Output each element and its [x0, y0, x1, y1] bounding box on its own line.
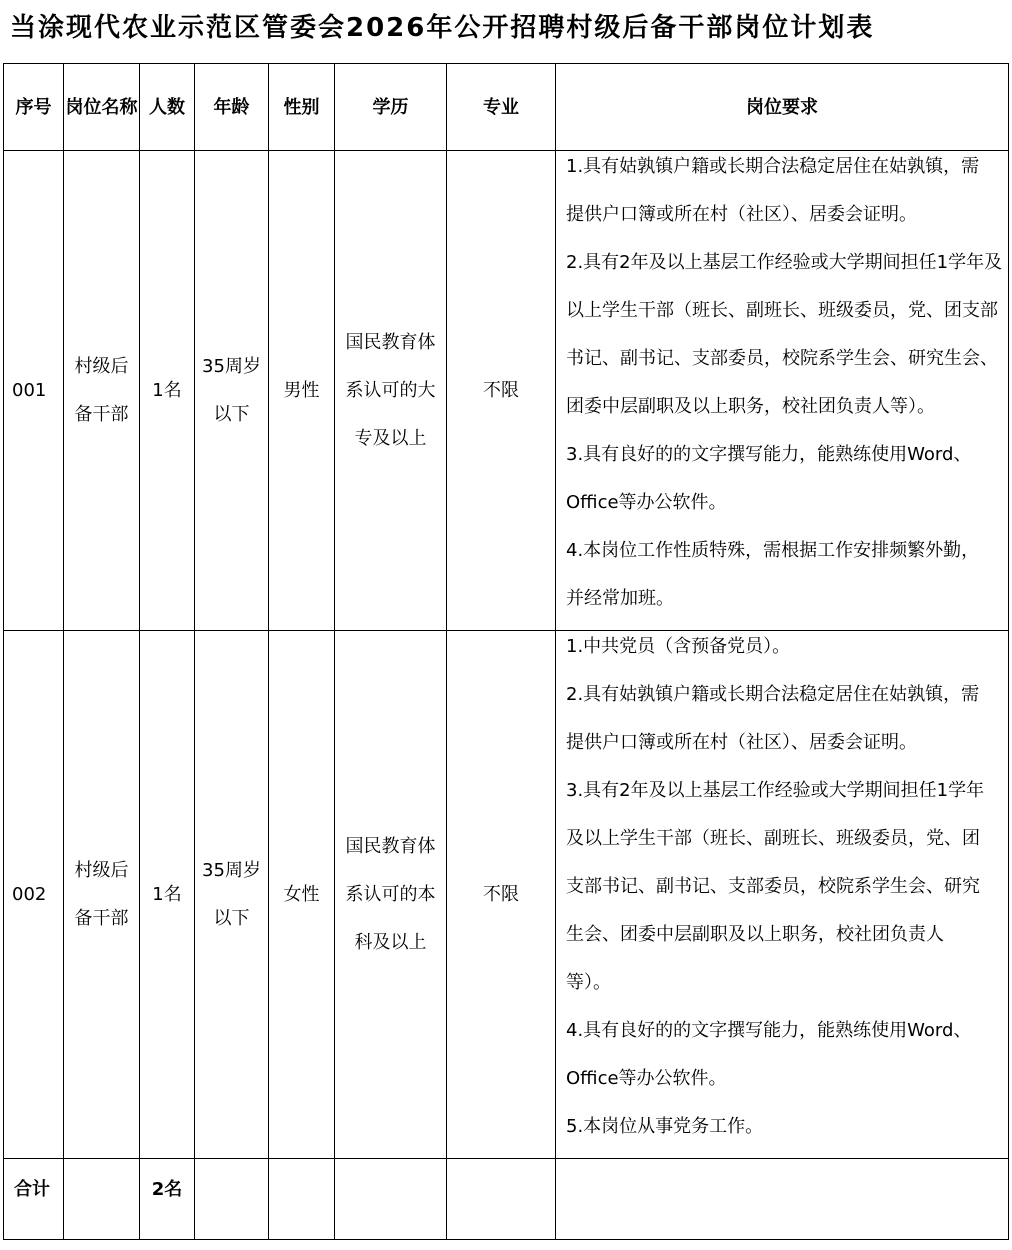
requirement-line: 3.具有2年及以上基层工作经验或大学期间担任1学年 [566, 780, 985, 801]
page-title: 当涂现代农业示范区管委会2026年公开招聘村级后备干部岗位计划表 [10, 13, 875, 43]
row-seq: 002 [4, 631, 64, 1159]
requirement-line: 团委中层副职及以上职务，校社团负责人等）。 [566, 396, 935, 417]
total-row [4, 1159, 1009, 1240]
row-major: 不限 [447, 631, 556, 1159]
total-empty-cell [335, 1159, 447, 1240]
row-gender: 男性 [269, 151, 335, 631]
row-position: 村级后备干部 [64, 631, 140, 1159]
row-age: 35周岁以下 [195, 631, 269, 1159]
total-empty-cell [195, 1159, 269, 1240]
header-position: 岗位名称 [64, 64, 140, 151]
total-empty-cell [64, 1159, 140, 1240]
row-requirements [556, 631, 1009, 1159]
requirement-line: Office等办公软件。 [566, 492, 727, 513]
requirement-line: 2.具有2年及以上基层工作经验或大学期间担任1学年及 [566, 252, 1003, 273]
requirement-line: 生会、团委中层副职及以上职务，校社团负责人 [566, 924, 944, 945]
requirement-line: 及以上学生干部（班长、副班长、班级委员，党、团 [566, 828, 980, 849]
requirement-line: 3.具有良好的的文字撰写能力，能熟练使用Word、 [566, 444, 972, 465]
table-row [4, 631, 1009, 1159]
requirement-line: 1.中共党员（含预备党员）。 [566, 636, 791, 657]
total-empty-cell [447, 1159, 556, 1240]
requirement-line: 4.本岗位工作性质特殊，需根据工作安排频繁外勤， [566, 540, 980, 561]
table-row [4, 151, 1009, 631]
requirement-line: 2.具有姑孰镇户籍或长期合法稳定居住在姑孰镇，需 [566, 684, 980, 705]
requirement-line: Office等办公软件。 [566, 1068, 727, 1089]
requirement-line: 以上学生干部（班长、副班长、班级委员，党、团支部 [566, 300, 998, 321]
row-major: 不限 [447, 151, 556, 631]
header-gender: 性别 [269, 64, 335, 151]
header-major: 专业 [447, 64, 556, 151]
requirement-line: 提供户口簿或所在村（社区）、居委会证明。 [566, 204, 917, 225]
total-label: 合计 [4, 1159, 64, 1240]
row-position: 村级后备干部 [64, 151, 140, 631]
requirement-line: 支部书记、副书记、支部委员，校院系学生会、研究 [566, 876, 980, 897]
row-count: 1名 [140, 631, 195, 1159]
requirement-line: 书记、副书记、支部委员，校院系学生会、研究生会、 [566, 348, 998, 369]
header-requirements: 岗位要求 [556, 64, 1009, 151]
header-education: 学历 [335, 64, 447, 151]
header-row [4, 64, 1009, 151]
row-seq: 001 [4, 151, 64, 631]
header-seq: 序号 [4, 64, 64, 151]
total-count: 2名 [140, 1159, 195, 1240]
row-education: 国民教育体系认可的大专及以上 [335, 151, 447, 631]
requirement-line: 4.具有良好的的文字撰写能力，能熟练使用Word、 [566, 1020, 972, 1041]
requirement-line: 提供户口簿或所在村（社区）、居委会证明。 [566, 732, 917, 753]
total-empty-cell [269, 1159, 335, 1240]
total-empty-cell [556, 1159, 1009, 1240]
requirement-line: 1.具有姑孰镇户籍或长期合法稳定居住在姑孰镇，需 [566, 156, 980, 177]
row-count: 1名 [140, 151, 195, 631]
row-gender: 女性 [269, 631, 335, 1159]
row-age: 35周岁以下 [195, 151, 269, 631]
position-plan-table [3, 63, 1009, 1240]
row-education: 国民教育体系认可的本科及以上 [335, 631, 447, 1159]
requirement-line: 5.本岗位从事党务工作。 [566, 1116, 764, 1137]
header-count: 人数 [140, 64, 195, 151]
row-requirements [556, 151, 1009, 631]
requirement-line: 并经常加班。 [566, 588, 674, 609]
header-age: 年龄 [195, 64, 269, 151]
requirement-line: 等）。 [566, 972, 611, 993]
